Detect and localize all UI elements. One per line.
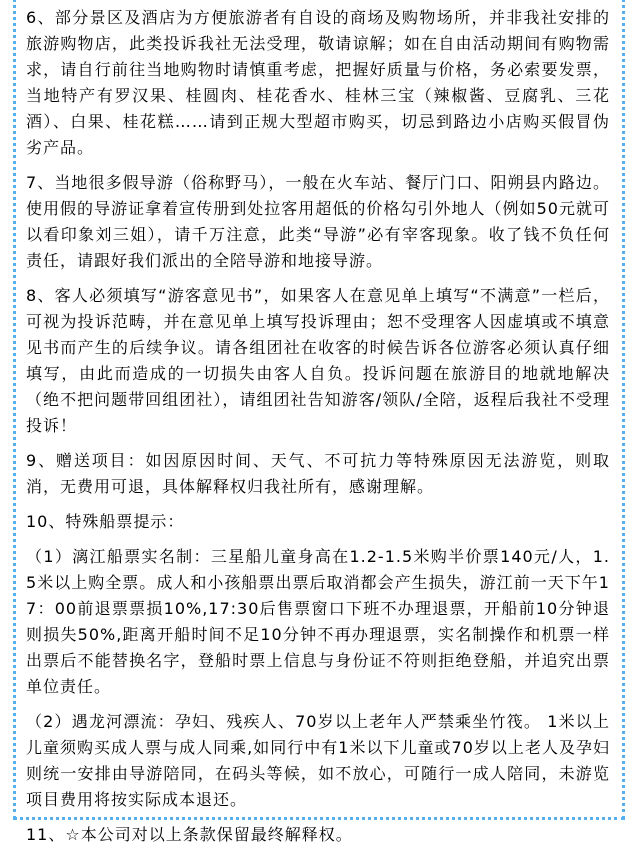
paragraph-10: 10、特殊船票提示： <box>26 512 185 531</box>
paragraph-9: 9、赠送项目：如因原因时间、天气、不可抗力等特殊原因无法游览，则取消，无费用可退，具体解释权归我社所有，感谢理解。 <box>26 451 610 496</box>
paragraph-8: 8、客人必须填写“游客意见书”，如果客人在意见单上填写“不满意”一栏后，可视为投诉范畴，并在意见单上填写投诉理由；恕不受理客人因虚填或不填意见书而产生的后续争议。请各组团社在收客的时候告诉各位游客必须认真仔细填写，由此而造成的一切损失由客人自负。投诉问题在旅游目的地就地解决（绝不把问题带回组团社），请组团社告知游客/领队/全陪，返程后我社不受理投诉！ <box>26 286 610 435</box>
terms-content <box>26 5 610 848</box>
paragraph-10-1: （1）漓江船票实名制：三星船儿童身高在1.2-1.5米购半价票140元/人，1.5米以上购全票。成人和小孩船票出票后取消都会产生损失，游江前一天下午17：00前退票票损10%,17:30后售票窗口下班不办理退票，开船前10分钟退则损失50%,距离开船时间不足10分钟不再办理退票，实名制操作和机票一样出票后不能替换名字，登船时票上信息与身份证不符则拒绝登船，并追究出票单位责任。 <box>26 547 610 696</box>
paragraph-11: 11、☆本公司对以上条款保留最终解释权。 <box>26 825 353 844</box>
paragraph-10-2: （2）遇龙河漂流：孕妇、残疾人、70岁以上老年人严禁乘坐竹筏。 1米以上儿童须购买成人票与成人同乘,如同行中有1米以下儿童或70岁以上老人及孕妇则统一安排由导游陪同，在码头等候，如不放心，可随行一成人陪同，未游览项目费用将按实际成本退还。 <box>26 712 610 809</box>
paragraph-6: 6、部分景区及酒店为方便旅游者有自设的商场及购物场所，并非我社安排的旅游购物店，此类投诉我社无法受理，敬请谅解；如在自由活动期间有购物需求，请自行前往当地购物时请慎重考虑，把握好质量与价格，务必索要发票，当地特产有罗汉果、桂圆肉、桂花香水、桂林三宝（辣椒酱、豆腐乳、三花酒）、白果、桂花糕……请到正规大型超市购买，切忌到路边小店购买假冒伪劣产品。 <box>26 8 610 157</box>
paragraph-7: 7、当地很多假导游（俗称野马），一般在火车站、餐厅门口、阳朔县内路边。使用假的导游证拿着宣传册到处拉客用超低的价格勾引外地人（例如50元就可以看印象刘三姐），请千万注意，此类“导游”必有宰客现象。收了钱不负任何责任，请跟好我们派出的全陪导游和地接导游。 <box>26 173 610 270</box>
